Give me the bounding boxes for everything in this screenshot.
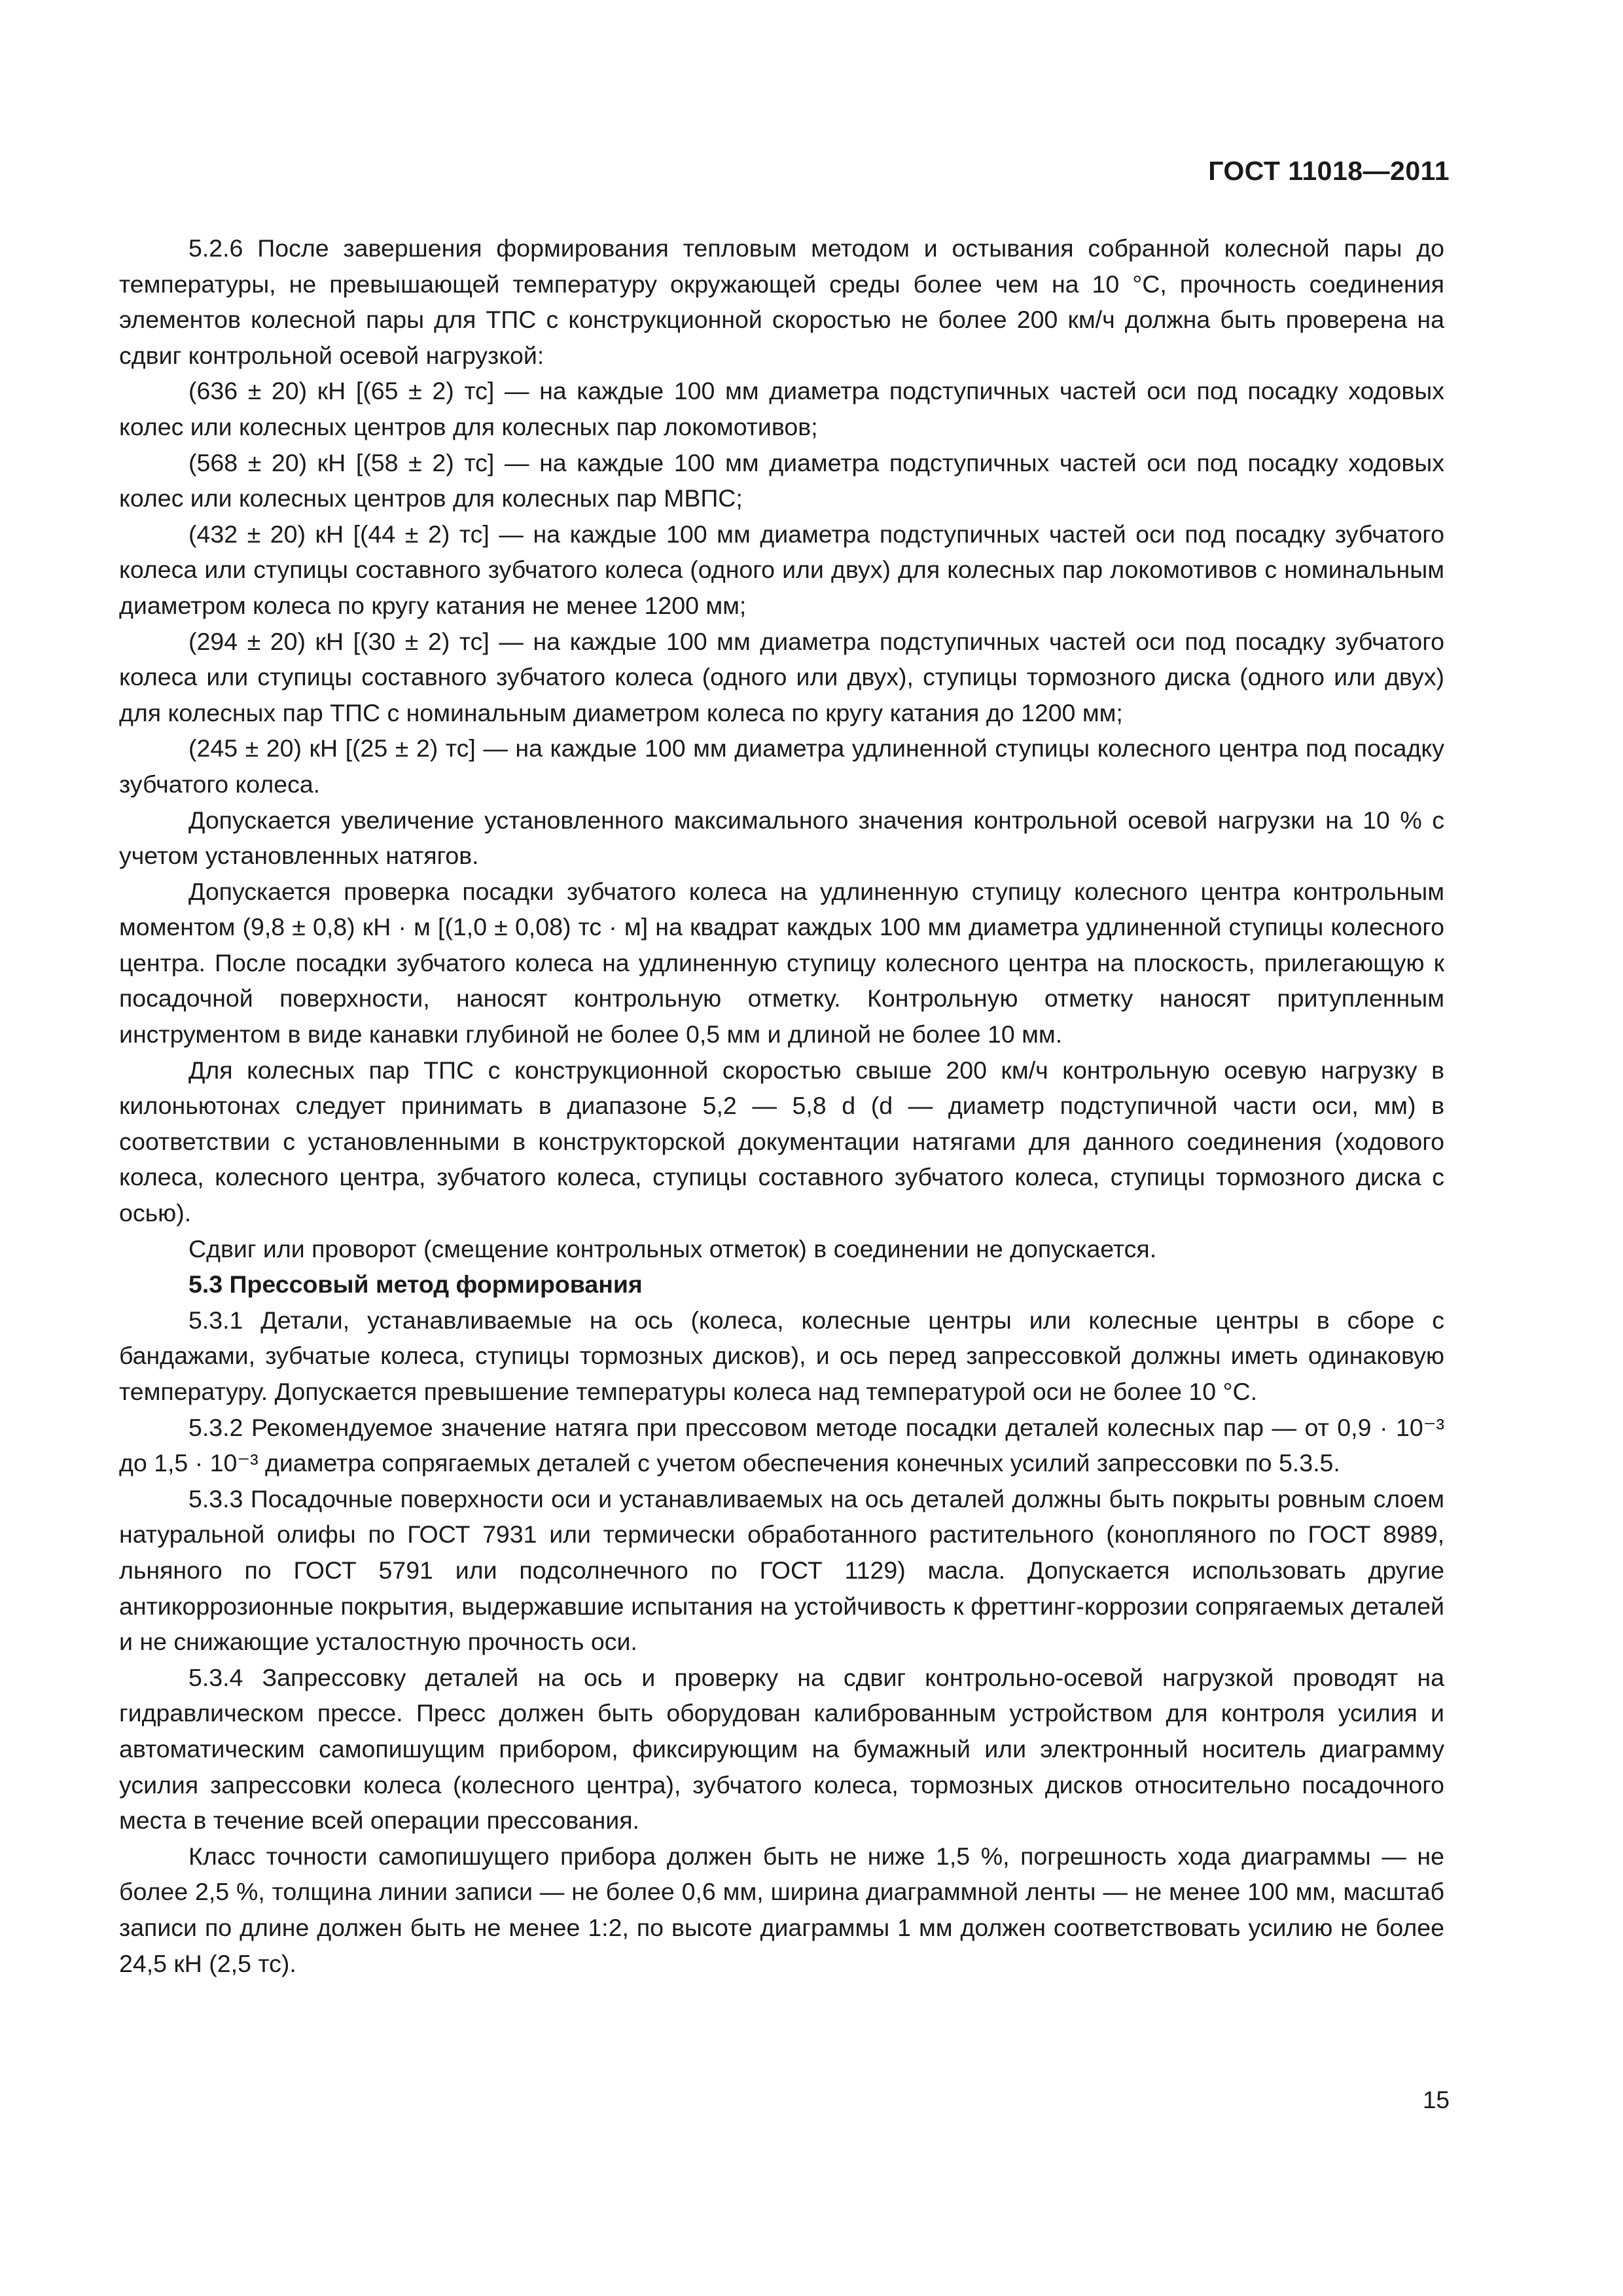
clause-5-2-6: 5.2.6 После завершения формирования тепловым методом и остывания собранной колесной пары до температуры, не превышающей температуру окружающей среды более чем на 10 °С, прочность соединения элементов колесной пары для ТПС с конструкционной скоростью не более 200 км/ч должна быть проверена на сдвиг контрольной осевой нагрузкой: (119, 234, 1444, 369)
paragraph-no-shift: Сдвиг или проворот (смещение контрольных отметок) в соединении не допускается. (188, 1234, 1157, 1263)
clause-5-3-1: 5.3.1 Детали, устанавливаемые на ось (колеса, колесные центры или колесные центры в сборе с бандажами, зубчатые колеса, ступицы тормозных дисков), и ось перед запрессовкой должны иметь одинаковую температуру. Допускается превышение температуры колеса над температурой оси не более 10 °С. (119, 1306, 1444, 1405)
load-item-gear-wheel-tps: (294 ± 20) кН [(30 ± 2) тс] — на каждые 100 мм диаметра подступичных частей оси под посадку зубчатого колеса или ступицы составного зубчатого колеса (одного или двух), ступицы тормозного диска (одного или двух) для колесных пар ТПС с номинальным диаметром колеса по кругу катания до 1200 мм; (119, 627, 1444, 726)
paragraph-control-moment: Допускается проверка посадки зубчатого колеса на удлиненную ступицу колесного центра контрольным моментом (9,8 ± 0,8) кН · м [(1,0 ± 0,08) тс · м] на квадрат каждых 100 мм диаметра удлиненной ступицы колесного центра. После посадки зубчатого колеса на удлиненную ступицу колесного центра на плоскость, прилегающую к посадочной поверхности, наносят контрольную отметку. Контрольную отметку наносят притупленным инструментом в виде канавки глубиной не более 0,5 мм и длиной не более 10 мм. (119, 877, 1444, 1049)
paragraph-high-speed-tps: Для колесных пар ТПС с конструкционной скоростью свыше 200 км/ч контрольную осевую нагрузку в килоньютонах следует принимать в диапазоне 5,2 — 5,8 d (d — диаметр подступичной части оси, мм) в соответствии с установленными в конструкторской документации натягами для данного соединения (ходового колеса, колесного центра, зубчатого колеса, ступицы составного зубчатого колеса, ступицы тормозного диска с осью). (119, 1056, 1444, 1227)
load-item-gear-wheel-locomotive: (432 ± 20) кН [(44 ± 2) тс] — на каждые 100 мм диаметра подступичных частей оси под посадку зубчатого колеса или ступицы составного зубчатого колеса (одного или двух) для колесных пар локомотивов с номинальным диаметром колеса по кругу катания не менее 1200 мм; (119, 520, 1444, 619)
load-item-extended-hub: (245 ± 20) кН [(25 ± 2) тс] — на каждые 100 мм диаметра удлиненной ступицы колесного центра под посадку зубчатого колеса. (119, 734, 1444, 798)
document-code-header: ГОСТ 11018—2011 (1208, 156, 1450, 186)
document-body (119, 230, 1444, 1981)
clause-5-3-4: 5.3.4 Запрессовку деталей на ось и проверку на сдвиг контрольно-осевой нагрузкой проводят на гидравлическом прессе. Пресс должен быть оборудован калиброванным устройством для контроля усилия и автоматическим самопишущим прибором, фиксирующим на бумажный или электронный носитель диаграмму усилия запрессовки колеса (колесного центра), зубчатого колеса, тормозных дисков относительно посадочного места в течение всей операции прессования. (119, 1663, 1444, 1835)
clause-5-3-3: 5.3.3 Посадочные поверхности оси и устанавливаемых на ось деталей должны быть покрыты ровным слоем натуральной олифы по ГОСТ 7931 или термически обработанного растительного (конопляного по ГОСТ 8989, льняного по ГОСТ 5791 или подсолнечного по ГОСТ 1129) масла. Допускается использовать другие антикоррозионные покрытия, выдержавшие испытания на устойчивость к фреттинг-коррозии сопрягаемых деталей и не снижающие усталостную прочность оси. (119, 1484, 1444, 1656)
section-heading-5-3: 5.3 Прессовый метод формирования (188, 1270, 643, 1299)
load-item-mvps-wheels: (568 ± 20) кН [(58 ± 2) тс] — на каждые 100 мм диаметра подступичных частей оси под посадку ходовых колес или колесных центров для колесных пар МВПС; (119, 448, 1444, 512)
clause-5-3-2: 5.3.2 Рекомендуемое значение натяга при прессовом методе посадки деталей колесных пар — от 0,9 · 10⁻³ до 1,5 · 10⁻³ диаметра сопрягаемых деталей с учетом обеспечения конечных усилий запрессовки по 5.3.5. (119, 1413, 1444, 1477)
paragraph-load-increase: Допускается увеличение установленного максимального значения контрольной осевой нагрузки на 10 % с учетом установленных натягов. (119, 806, 1444, 870)
page-number: 15 (1422, 2087, 1450, 2113)
paragraph-recorder-accuracy: Класс точности самопишущего прибора должен быть не ниже 1,5 %, погрешность хода диаграммы — не более 2,5 %, толщина линии записи — не более 0,6 мм, ширина диаграммной ленты — не менее 100 мм, масштаб записи по длине должен быть не менее 1:2, по высоте диаграммы 1 мм должен соответствовать усилию не более 24,5 кН (2,5 тс). (119, 1842, 1444, 1977)
load-item-locomotive-wheels: (636 ± 20) кН [(65 ± 2) тс] — на каждые 100 мм диаметра подступичных частей оси под посадку ходовых колес или колесных центров для колесных пар локомотивов; (119, 377, 1444, 440)
